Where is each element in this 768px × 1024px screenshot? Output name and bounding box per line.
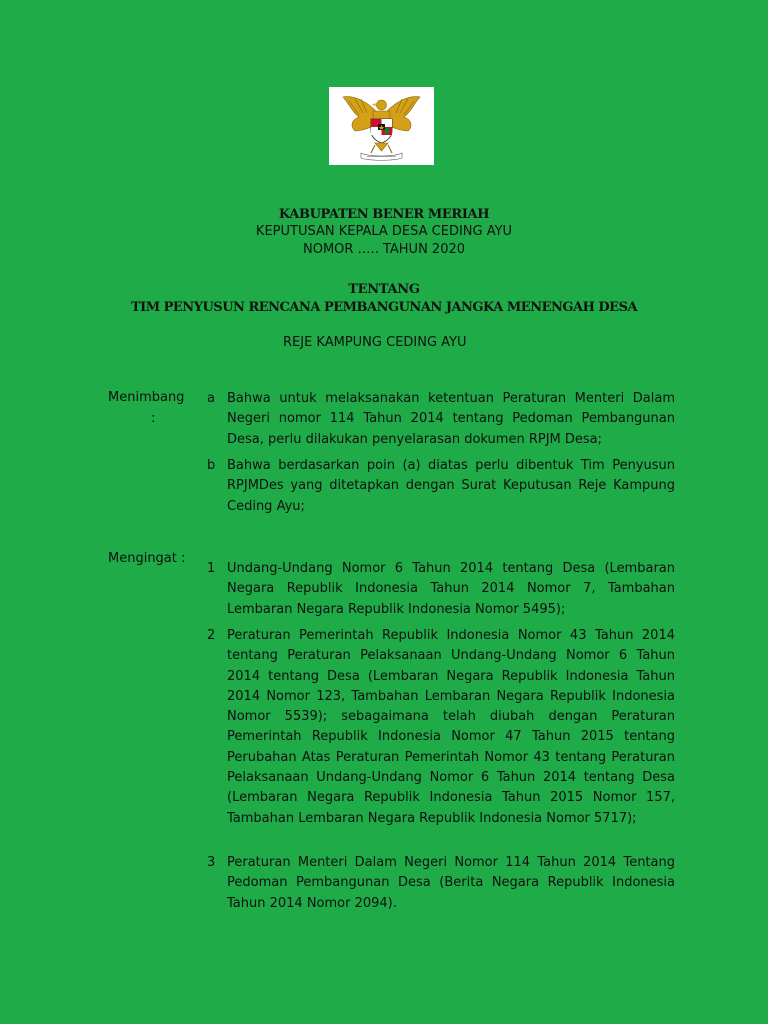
decree-number: NOMOR ….. TAHUN 2020 — [302, 242, 466, 257]
decree-subject: TIM PENYUSUN RENCANA PEMBANGUNAN JANGKA MENENGAH DESA — [130, 300, 638, 315]
mengingat-label: Mengingat : — [108, 551, 186, 566]
list-item — [207, 626, 675, 829]
regency-title: KABUPATEN BENER MERIAH — [278, 207, 490, 222]
list-text: Peraturan Menteri Dalam Negeri Nomor 114 Tahun 2014 Tentang Pedoman Pembangunan Desa (Berita Negara Republik Indonesia Tahun 2014 Nomor 2094). — [227, 855, 675, 911]
list-item — [207, 853, 675, 914]
decree-title: KEPUTUSAN KEPALA DESA CEDING AYU — [255, 224, 513, 239]
garuda-emblem-icon — [329, 87, 434, 165]
list-item — [207, 559, 675, 620]
list-marker: a — [207, 391, 215, 406]
list-marker: 1 — [207, 561, 216, 576]
list-text: Undang-Undang Nomor 6 Tahun 2014 tentang Desa (Lembaran Negara Republik Indonesia Tahun 2014 Nomor 7, Tambahan Lembaran Negara Republik Indonesia Nomor 5495); — [227, 561, 675, 617]
list-text: Bahwa untuk melaksanakan ketentuan Peraturan Menteri Dalam Negeri nomor 114 Tahun 2014 tentang Pedoman Pembangunan Desa, perlu dilakukan penyelarasan dokumen RPJM Desa; — [227, 391, 675, 447]
menimbang-colon: : — [151, 411, 156, 426]
list-item — [207, 389, 675, 450]
about-heading: TENTANG — [348, 282, 420, 297]
list-item — [207, 456, 675, 517]
list-text: Bahwa berdasarkan poin (a) diatas perlu dibentuk Tim Penyusun RPJMDes yang ditetapkan dengan Surat Keputusan Reje Kampung Ceding Ayu; — [227, 458, 675, 514]
list-marker: b — [207, 458, 216, 473]
list-text: Peraturan Pemerintah Republik Indonesia Nomor 43 Tahun 2014 tentang Peraturan Pelaksanaan Undang-Undang Nomor 6 Tahun 2014 tentang Desa (Lembaran Negara Republik Indonesia Tahun 2014 Nomor 123, Tambahan Lembaran Negara Republik Indonesia Nomor 5539); sebagaimana telah diubah dengan Peraturan Pemerintah Republik Indonesia Nomor 47 Tahun 2015 tentang Perubahan Atas Peraturan Pemerintah Nomor 43 tentang Peraturan Pelaksanaan Undang-Undang Nomor 6 Tahun 2014 tentang Desa (Lembaran Negara Republik Indonesia Tahun 2015 Nomor 157, Tambahan Lembaran Negara Republik Indonesia Nomor 5717); — [227, 628, 675, 826]
list-marker: 2 — [207, 628, 216, 643]
menimbang-label: Menimbang — [108, 390, 185, 405]
signatory-title: REJE KAMPUNG CEDING AYU — [283, 335, 467, 350]
list-marker: 3 — [207, 855, 216, 870]
